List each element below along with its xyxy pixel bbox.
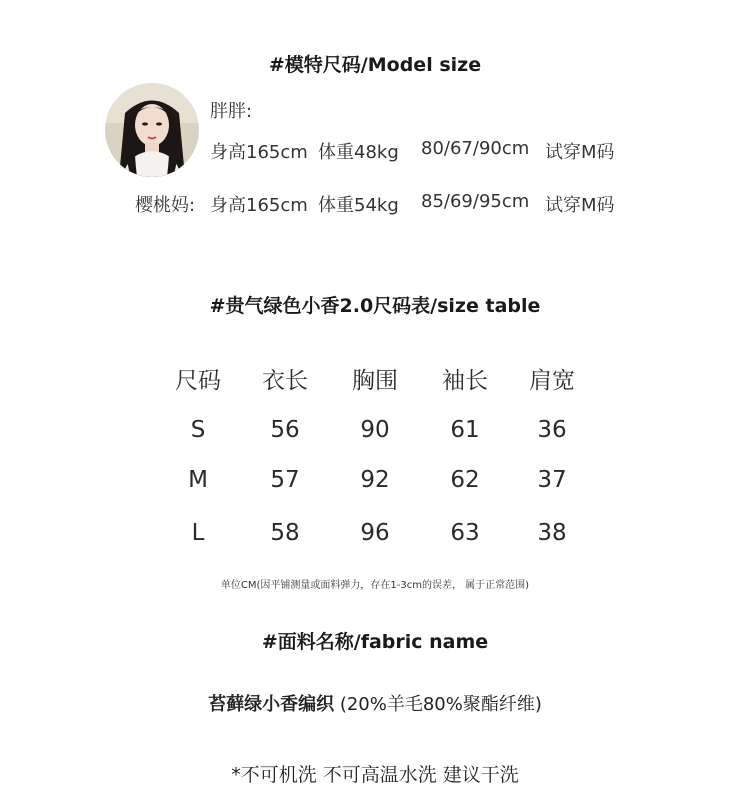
model-avatar — [105, 83, 199, 177]
size-table-title: #贵气绿色小香2.0尺码表/size table — [209, 295, 541, 317]
table-cell: 36 — [537, 417, 567, 443]
model-name: 樱桃妈: — [135, 195, 196, 216]
table-cell: L — [191, 520, 205, 546]
table-cell: 62 — [450, 467, 480, 493]
table-cell: 56 — [270, 417, 300, 443]
table-header: 尺码 — [175, 368, 221, 394]
table-cell: 92 — [360, 467, 390, 493]
model-trial-size: 试穿M码 — [545, 142, 615, 163]
table-header: 肩宽 — [529, 368, 575, 394]
model-measurements: 85/69/95cm — [421, 191, 530, 212]
model-measurements: 80/67/90cm — [421, 138, 530, 159]
table-cell: 37 — [537, 467, 567, 493]
table-cell: S — [190, 417, 206, 443]
model-size-title: #模特尺码/Model size — [268, 54, 482, 76]
model-height: 身高165cm — [210, 195, 308, 216]
table-header: 袖长 — [442, 368, 488, 394]
table-cell: 58 — [270, 520, 300, 546]
table-cell: 90 — [360, 417, 390, 443]
table-cell: M — [188, 467, 208, 493]
fabric-description — [0, 690, 750, 716]
table-header: 衣长 — [262, 368, 308, 394]
table-cell: 57 — [270, 467, 300, 493]
table-cell: 96 — [360, 520, 390, 546]
care-instructions: *不可机洗 不可高温水洗 建议干洗 — [231, 764, 519, 786]
fabric-name: 苔藓绿小香编织 — [208, 694, 335, 715]
table-cell: 38 — [537, 520, 567, 546]
fabric-title: #面料名称/fabric name — [261, 631, 489, 653]
table-cell: 63 — [450, 520, 480, 546]
fabric-composition: (20%羊毛80%聚酯纤维) — [339, 694, 542, 715]
table-cell: 61 — [450, 417, 480, 443]
model-weight: 体重54kg — [318, 195, 399, 216]
measurement-note: 单位CM(因平铺测量或面料弹力，存在1-3cm的误差， 属于正常范围) — [220, 580, 530, 591]
table-header: 胸围 — [352, 368, 398, 394]
model-trial-size: 试穿M码 — [545, 195, 615, 216]
model-name: 胖胖: — [210, 101, 253, 122]
model-height: 身高165cm — [210, 142, 308, 163]
model-weight: 体重48kg — [318, 142, 399, 163]
